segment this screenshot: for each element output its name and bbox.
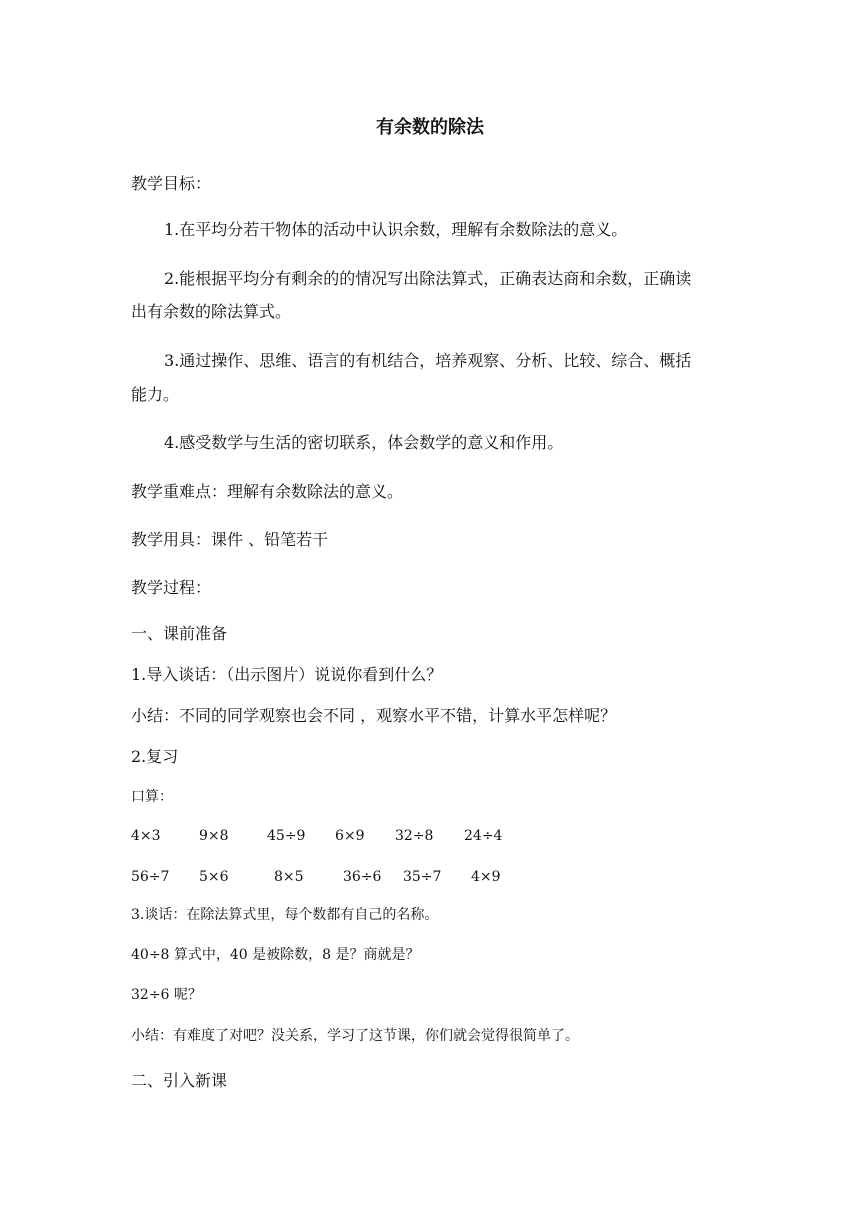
- review-heading: 2.复习: [131, 747, 179, 766]
- intro-talk: 1.导入谈话：（出示图片）说说你看到什么？: [131, 665, 443, 684]
- process-heading: 教学过程：: [131, 578, 212, 597]
- oral-item: 6×9: [335, 828, 365, 844]
- objective-3-cont: 能力。: [131, 385, 180, 404]
- objective-2: 2.能根据平均分有剩余的的情况写出除法算式，正确表达商和余数，正确读: [164, 269, 692, 288]
- talk-line: 3.谈话：在除法算式里，每个数都有自己的名称。: [131, 907, 439, 923]
- oral-calc-label: 口算：: [131, 789, 173, 805]
- objective-3: 3.通过操作、思维、语言的有机结合，培养观察、分析、比较、综合、概括: [164, 351, 692, 370]
- key-point: 教学重难点：理解有余数除法的意义。: [131, 482, 404, 501]
- summary-1: 小结：不同的同学观察也会不同 ，观察水平不错，计算水平怎样呢？: [131, 706, 617, 725]
- question-2: 32÷6 呢？: [131, 987, 202, 1003]
- teaching-tools: 教学用具：课件 、铅笔若干: [131, 530, 329, 549]
- document-title: 有余数的除法: [376, 117, 484, 138]
- oral-item: 35÷7: [403, 869, 442, 885]
- oral-item: 56÷7: [131, 869, 170, 885]
- oral-item: 9×8: [199, 828, 229, 844]
- oral-item: 24÷4: [464, 828, 503, 844]
- oral-item: 8×5: [274, 869, 304, 885]
- objectives-heading: 教学目标：: [131, 174, 212, 193]
- oral-item: 4×9: [471, 869, 501, 885]
- oral-item: 45÷9: [267, 828, 306, 844]
- oral-item: 32÷8: [395, 828, 434, 844]
- oral-item: 36÷6: [343, 869, 382, 885]
- oral-item: 4×3: [131, 828, 161, 844]
- objective-4: 4.感受数学与生活的密切联系，体会数学的意义和作用。: [164, 433, 564, 452]
- question-1: 40÷8 算式中，40 是被除数，8 是？商就是？: [131, 947, 420, 963]
- summary-2: 小结：有难度了对吧？没关系，学习了这节课，你们就会觉得很简单了。: [131, 1028, 579, 1044]
- section-2-heading: 二、引入新课: [131, 1071, 228, 1090]
- objective-1: 1.在平均分若干物体的活动中认识余数，理解有余数除法的意义。: [164, 220, 628, 239]
- objective-2-cont: 出有余数的除法算式。: [131, 302, 292, 321]
- oral-item: 5×6: [199, 869, 229, 885]
- section-1-heading: 一、课前准备: [131, 624, 228, 643]
